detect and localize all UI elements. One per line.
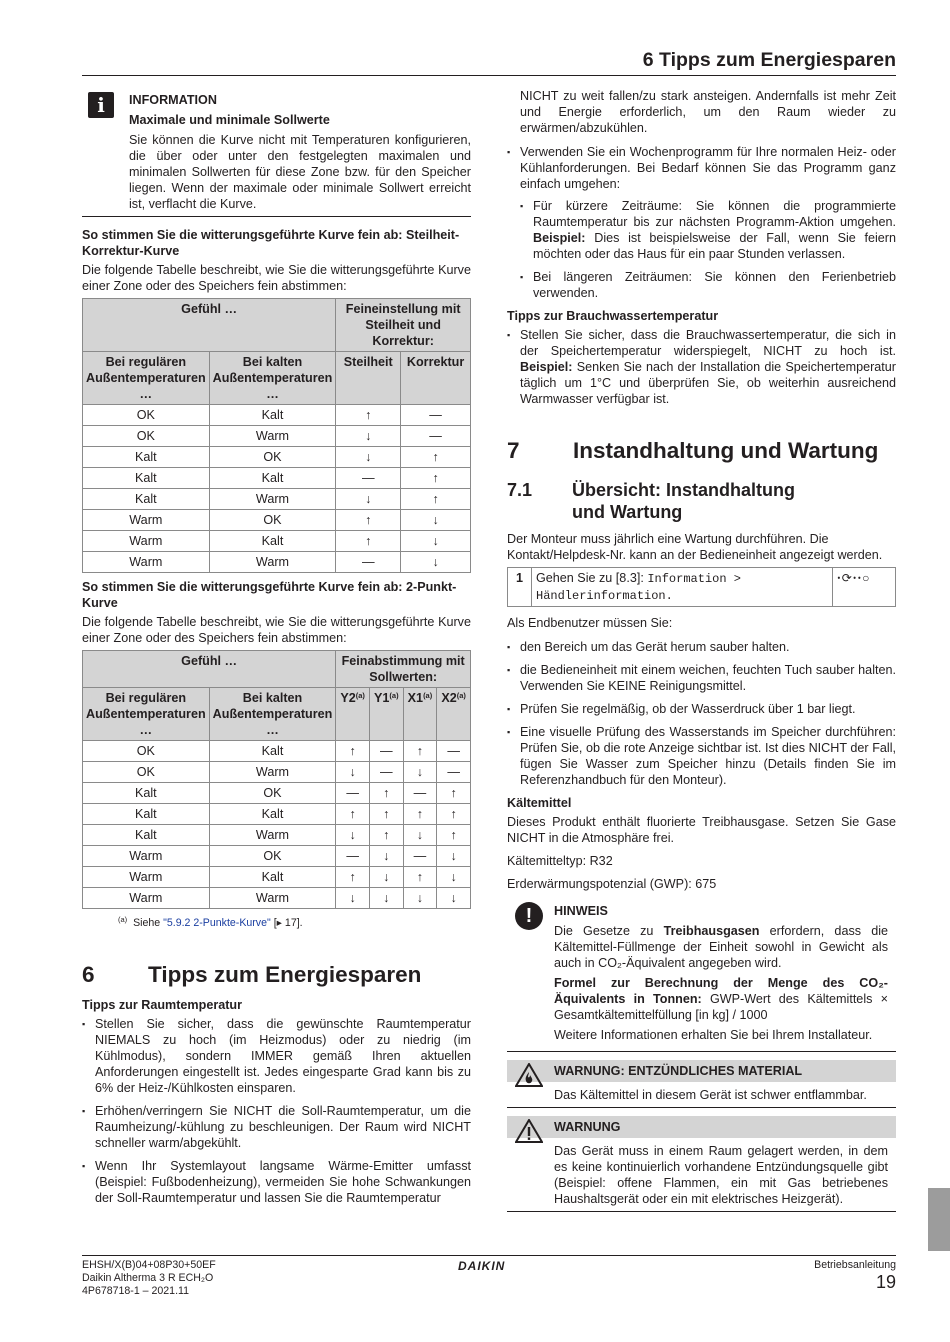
chapter-6-heading: 6 Tipps zum Energiesparen (82, 962, 422, 987)
warning-triangle-icon (515, 1119, 543, 1143)
col-regular-temp: Bei regulären Außentemperaturen … (83, 352, 210, 405)
table-cell: ↓ (401, 531, 471, 552)
table-cell: — (336, 552, 401, 573)
table-cell: — (336, 846, 370, 867)
col-cold-temp: Bei kalten Außentemperaturen … (209, 688, 336, 741)
table-cell: ↑ (437, 783, 471, 804)
table-cell: Warm (209, 489, 336, 510)
table-cell: — (403, 783, 437, 804)
table-cell: Warm (209, 426, 336, 447)
table-cell: — (336, 468, 401, 489)
step-text: Gehen Sie zu [8.3]: Information > Händlerinformation. (532, 568, 833, 606)
table-cell: OK (83, 762, 210, 783)
warning-title: WARNUNG (554, 1120, 621, 1134)
table-head-feeling: Gefühl … (83, 651, 336, 688)
table-cell: Kalt (83, 783, 210, 804)
footer-doc-info: EHSH/X(B)04+08P30+50EF Daikin Altherma 3 R ECH₂O 4P678718-1 – 2021.11 (82, 1259, 216, 1297)
table-cell: Kalt (83, 489, 210, 510)
table-cell: Kalt (209, 405, 336, 426)
table-cell: ↓ (403, 888, 437, 909)
two-point-intro: Die folgende Tabelle beschreibt, wie Sie die witterungsgeführte Kurve einer Zone oder des Speichers fein abstimmen: (82, 615, 471, 645)
table-row (83, 531, 471, 552)
table-cell: — (369, 762, 403, 783)
information-subtitle: Maximale und minimale Sollwerte (129, 113, 330, 127)
flammable-warning-icon (515, 1063, 543, 1087)
flammable-warning-body: Das Kältemittel in diesem Gerät ist schwer entflammbar. (507, 1083, 896, 1108)
flammable-warning-title: WARNUNG: ENTZÜNDLICHES MATERIAL (554, 1064, 803, 1078)
col-correction: Korrektur (401, 352, 471, 405)
table-cell: ↑ (401, 489, 471, 510)
table-cell: ↓ (401, 510, 471, 531)
table-cell: Warm (209, 762, 336, 783)
table-cell: Kalt (209, 531, 336, 552)
table-cell: Kalt (209, 468, 336, 489)
table-row (83, 741, 471, 762)
list-item: ▪ Eine visuelle Prüfung des Wasserstands im Speicher durchführen: Prüfen Sie, ob die rote Anzeige sichtbar ist. Ist dies NICHT der Fall, fügen Sie Wasser zum Speicher hinzu (Details finden Sie im Referenzhandbuch für den Monteur). (507, 724, 896, 788)
step-number: 1 (508, 568, 532, 606)
table-row (83, 804, 471, 825)
gwp-value: Erderwärmungspotenzial (GWP): 675 (507, 877, 717, 891)
table-cell: ↑ (369, 804, 403, 825)
section-7-1-heading: 7.1 Übersicht: Instandhaltung und Wartung (507, 480, 796, 522)
notice-title: HINWEIS (554, 904, 608, 918)
table-cell: OK (209, 783, 336, 804)
col-slope: Steilheit (336, 352, 401, 405)
right-column (507, 88, 896, 1220)
table-cell: — (401, 405, 471, 426)
table-row (83, 846, 471, 867)
table-row (83, 510, 471, 531)
table-cell: ↑ (403, 867, 437, 888)
col-y1: Y1$^{(a)}$ (369, 688, 403, 741)
notice-more: Weitere Informationen erhalten Sie bei Ihrem Installateur. (554, 1028, 873, 1042)
table-row (83, 405, 471, 426)
table-cell: Warm (83, 888, 210, 909)
table-cell: Warm (209, 888, 336, 909)
refrigerant-heading: Kältemittel (507, 796, 572, 810)
two-point-table-body (83, 741, 471, 909)
table-cell: Kalt (209, 804, 336, 825)
table-cell: — (401, 426, 471, 447)
col-cold-temp: Bei kalten Außentemperaturen … (209, 352, 336, 405)
table-cell: ↑ (403, 804, 437, 825)
room-temp-tips (82, 1016, 471, 1206)
table-cell: ↓ (336, 888, 370, 909)
table-cell: ↑ (336, 741, 370, 762)
list-item: ▪ Bei längeren Zeiträumen: Sie können den Ferienbetrieb verwenden. (520, 269, 896, 301)
enduser-tasks (507, 639, 896, 788)
water-temp-heading: Tipps zur Brauchwassertemperatur (507, 309, 719, 323)
table-cell: ↓ (401, 552, 471, 573)
col-y2: Y2$^{(a)}$ (336, 688, 370, 741)
table-row (83, 447, 471, 468)
table-head-feeling: Gefühl … (83, 299, 336, 352)
table-cell: ↓ (437, 846, 471, 867)
information-box (82, 88, 471, 217)
table-cell: Warm (83, 531, 210, 552)
information-icon: i (88, 92, 114, 118)
table-cell: ↑ (401, 468, 471, 489)
table-cell: ↓ (336, 489, 401, 510)
table-cell: ↑ (401, 447, 471, 468)
page-header-title: 6 Tipps zum Energiesparen (642, 49, 896, 71)
table-cell: — (369, 741, 403, 762)
table-cell: ↓ (437, 888, 471, 909)
list-item: ▪ Für kürzere Zeiträume: Sie können die programmierte Raumtemperatur bis zur nächsten Programm-Aktion umgehen. Beispiel: Dies ist beispielsweise der Fall, wenn Sie feiern möchten oder das Haus für ein paar Stunden verlassen. (520, 198, 896, 262)
table-row (83, 489, 471, 510)
table-cell: OK (83, 741, 210, 762)
table-cell: Kalt (209, 741, 336, 762)
left-column (82, 88, 471, 1213)
table-cell: Kalt (83, 447, 210, 468)
notice-box (507, 900, 896, 1052)
table-cell: OK (83, 426, 210, 447)
two-point-table (82, 650, 471, 909)
program-tips (507, 144, 896, 301)
table-cell: Warm (209, 825, 336, 846)
table-cell: Warm (83, 552, 210, 573)
table-cell: — (403, 846, 437, 867)
table-cell: ↑ (403, 741, 437, 762)
table-cell: OK (83, 405, 210, 426)
table-cell: OK (209, 846, 336, 867)
col-x1: X1$^{(a)}$ (403, 688, 437, 741)
table-cell: — (437, 741, 471, 762)
refrigerant-text: Dieses Produkt enthält fluorierte Treibhausgase. Setzen Sie Gase NICHT in die Atmosphäre frei. (507, 815, 896, 845)
two-point-heading: So stimmen Sie die witterungsgeführte Kurve fein ab: 2-Punkt-Kurve (82, 580, 457, 610)
table-cell: Kalt (83, 825, 210, 846)
notice-formula: Formel zur Berechnung der Menge des CO₂-Äquivalents in Tonnen: GWP-Wert des Kältemittels × Gesamtkältemittelfüllung [in kg] / 1000 (554, 976, 888, 1022)
enduser-intro: Als Endbenutzer müssen Sie: (507, 616, 673, 630)
table-cell: ↑ (336, 804, 370, 825)
table-cell: ↓ (336, 447, 401, 468)
table-cell: ↓ (369, 846, 403, 867)
table-cell: Kalt (83, 468, 210, 489)
table-cell: ↓ (403, 825, 437, 846)
table-row (83, 825, 471, 846)
table-cell: Kalt (209, 867, 336, 888)
table-head-fine-adjust: Feineinstellung mit Steilheit und Korrektur: (336, 299, 471, 352)
table-cell: Kalt (83, 804, 210, 825)
controller-icon: ꞏ⟳ꞏꞏ○ (837, 571, 871, 585)
warning-header (507, 1116, 896, 1138)
warning-body: Das Gerät muss in einem Raum gelagert werden, in dem es keine kontinuierlich vorhandene Entzündungsquelle gibt (Beispiel: offene Flammen, ein mit Gas betriebenes Haushaltsgerät oder ein mit elektrisches Heizgerät). (507, 1139, 896, 1212)
table-cell: OK (209, 447, 336, 468)
table-cell: ↓ (403, 762, 437, 783)
table-cell: ↑ (369, 825, 403, 846)
list-item: ▪ Prüfen Sie regelmäßig, ob der Wasserdruck über 1 bar liegt. (507, 701, 896, 717)
table-footnote: $^{(a)}$ Siehe "5.9.2 2-Punkte-Kurve" [▸ 17]. (118, 915, 303, 929)
col-regular-temp: Bei regulären Außentemperaturen … (83, 688, 210, 741)
col-x2: X2$^{(a)}$ (437, 688, 471, 741)
footer-manual-name: Betriebsanleitung (814, 1259, 896, 1271)
daikin-logo: DAIKIN (458, 1259, 506, 1273)
list-item: ▪ Erhöhen/verringern Sie NICHT die Soll-Raumtemperatur, um die Raumheizung/-kühlung zu beschleunigen. Der Raum wird NICHT schneller warm/abgekühlt. (82, 1103, 471, 1151)
table-cell: ↑ (369, 783, 403, 804)
table-row (83, 426, 471, 447)
table-cell: ↑ (336, 867, 370, 888)
table-cell: ↓ (336, 825, 370, 846)
table-cell: OK (209, 510, 336, 531)
list-item: ▪ Wenn Ihr Systemlayout langsame Wärme-Emitter umfasst (Beispiel: Fußbodenheizung), vermeiden Sie hohe Schwankungen der Soll-Raumtemperatur und lassen Sie die Raumtemperatur (82, 1158, 471, 1206)
water-temp-tips (507, 327, 896, 407)
table-row (83, 552, 471, 573)
table-cell: ↓ (336, 426, 401, 447)
table-cell: ↑ (437, 825, 471, 846)
table-cell: — (437, 762, 471, 783)
flammable-warning-header (507, 1060, 896, 1082)
header-rule (82, 75, 896, 76)
chapter-7-heading: 7 Instandhaltung und Wartung (507, 438, 879, 463)
footer-rule (82, 1255, 896, 1256)
chapter-side-tab (928, 1188, 950, 1251)
room-tip-continuation: NICHT zu weit fallen/zu stark ansteigen. Andernfalls ist mehr Zeit und Energie erforderlich, um den Raum wieder zu erwärmen/abzukühlen. (520, 89, 896, 135)
table-cell: ↑ (336, 531, 401, 552)
table-head-setpoints: Feinabstimmung mit Sollwerten: (336, 651, 471, 688)
table-cell: ↓ (369, 888, 403, 909)
table-cell: — (336, 783, 370, 804)
table-cell: ↑ (336, 510, 401, 531)
list-item: ▪ Stellen Sie sicher, dass die gewünschte Raumtemperatur NIEMALS zu hoch (im Heizmodus) oder zu niedrig (im Kühlmodus), sondern IMMER gemäß Ihren aktuellen Anforderungen eingestellt ist. Jedes eingesparte Grad kann bis zu 6% der Heiz-/Kühlkosten einsparen. (82, 1016, 471, 1096)
information-text: Sie können die Kurve nicht mit Temperaturen konfigurieren, die über oder unter den festgelegten maximalen und minimalen Sollwerten für diese Zone bzw. für den Speicher liegen. Wenn der maximale oder minimale Sollwert erreicht ist, verflacht die Kurve. (129, 133, 471, 211)
table-cell: ↑ (437, 804, 471, 825)
table-cell: ↓ (336, 762, 370, 783)
room-temp-heading: Tipps zur Raumtemperatur (82, 998, 243, 1012)
notice-text: Die Gesetze zu Treibhausgasen erfordern, dass die Kältemittel-Füllmenge der Einheit sowohl in Gewicht als auch in CO₂-Äquivalent angegeben wird. (554, 924, 889, 970)
table-row (83, 762, 471, 783)
step-table (507, 567, 896, 607)
slope-curve-heading: So stimmen Sie die witterungsgeführte Kurve fein ab: Steilheit-Korrektur-Kurve (82, 228, 460, 258)
table-cell: ↓ (437, 867, 471, 888)
list-item: ▪ Stellen Sie sicher, dass die Brauchwassertemperatur, die sich in der Speichertemperatur widerspiegelt, NICHT zu hoch ist. Beispiel: Senken Sie nach der Installation die Speichertemperatur täglich um 1°C und überprüfen Sie, ob weiterhin ausreichend Warmwasser verfügbar ist. (507, 327, 896, 407)
information-title: INFORMATION (129, 93, 217, 107)
footnote-link[interactable]: "5.9.2 2-Punkte-Kurve" (163, 917, 271, 929)
exclamation-icon: ! (515, 902, 543, 930)
table-row (83, 468, 471, 489)
list-item: ▪ Verwenden Sie ein Wochenprogramm für Ihre normalen Heiz- oder Kühlanforderungen. Bei Bedarf können Sie das Programm ganz einfach umgehen: ▪ Für kürzere Zeiträume: Sie können die programmierte Raumtemperatur bis zur nächsten Programm-Aktion umgehen. Beispiel: Dies ist beispielsweise der Fall, wenn Sie feiern möchten oder das Haus für ein paar Stunden verlassen. ▪ Bei längeren Zeiträumen: Sie können den Ferienbetrieb verwenden. (507, 144, 896, 301)
slope-curve-intro: Die folgende Tabelle beschreibt, wie Sie die witterungsgeführte Kurve einer Zone oder des Speichers fein abstimmen: (82, 263, 471, 293)
table-cell: ↑ (336, 405, 401, 426)
refrigerant-type: Kältemitteltyp: R32 (507, 854, 613, 868)
slope-table-body (83, 405, 471, 573)
list-item: ▪ den Bereich um das Gerät herum sauber halten. (507, 639, 896, 655)
table-row (83, 783, 471, 804)
maintenance-intro: Der Monteur muss jährlich eine Wartung durchführen. Die Kontakt/Helpdesk-Nr. kann an der Bedieneinheit angezeigt werden. (507, 532, 883, 562)
table-cell: ↓ (369, 867, 403, 888)
table-row (83, 888, 471, 909)
table-row (83, 867, 471, 888)
table-cell: Warm (209, 552, 336, 573)
slope-correction-table (82, 298, 471, 573)
page-number: 19 (875, 1272, 896, 1292)
table-cell: Warm (83, 510, 210, 531)
list-item: ▪ die Bedieneinheit mit einem weichen, feuchten Tuch sauber halten. Verwenden Sie KEINE Reinigungsmittel. (507, 662, 896, 694)
table-cell: Warm (83, 846, 210, 867)
table-cell: Warm (83, 867, 210, 888)
